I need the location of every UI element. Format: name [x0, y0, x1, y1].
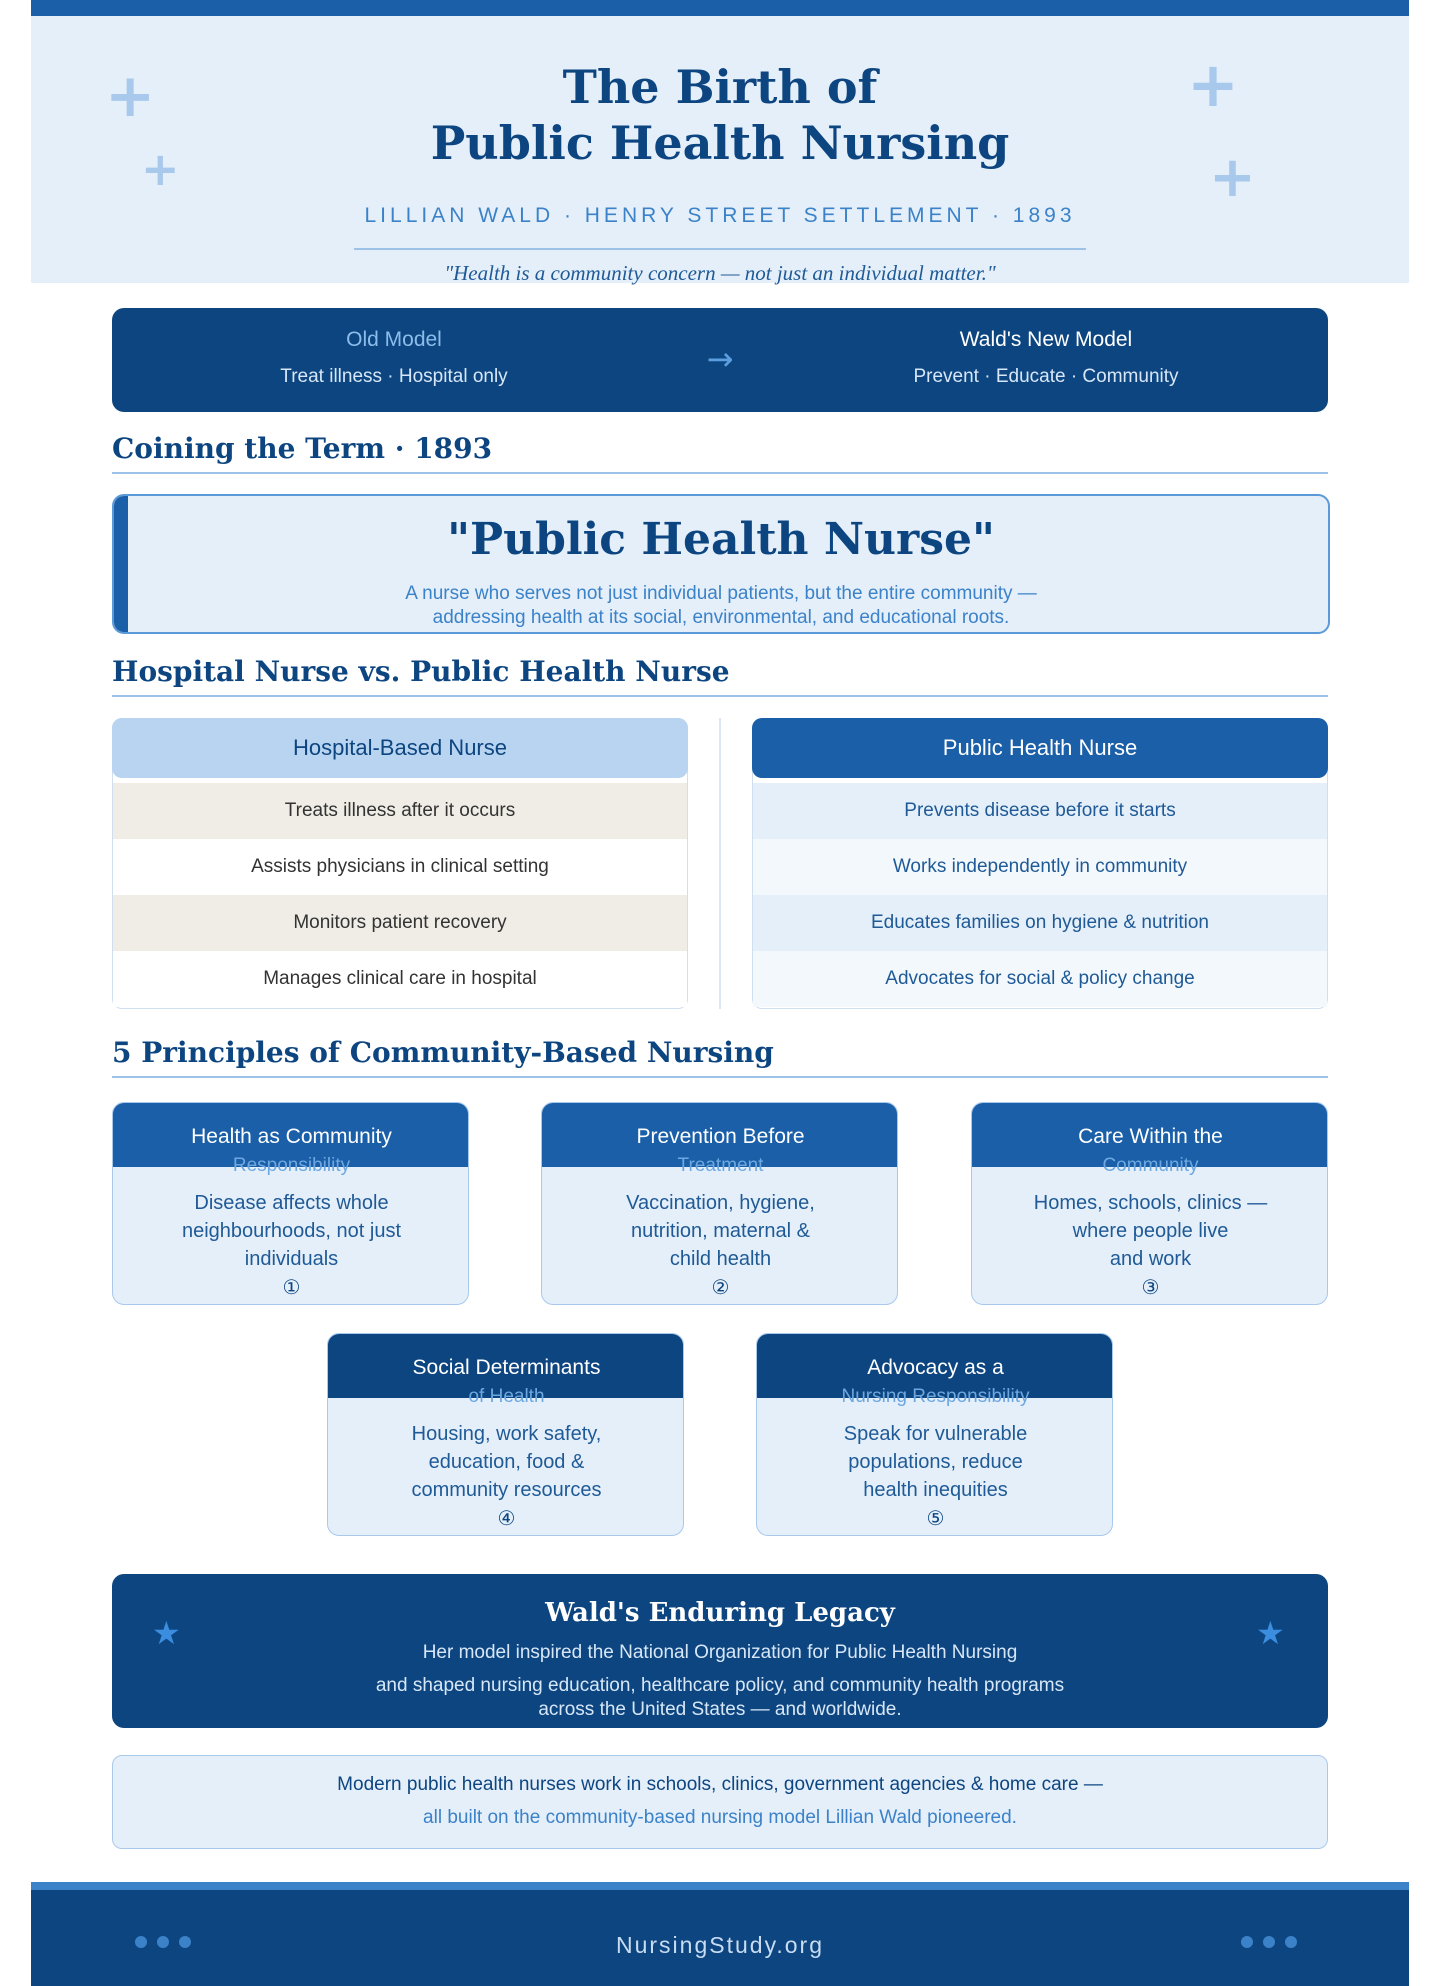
principle-number: ③ [1141, 1275, 1160, 1299]
table-row: Prevents disease before it starts [753, 783, 1327, 839]
page-title-line-2: Public Health Nursing [430, 116, 1010, 170]
term-definition-line: addressing health at its social, environmental, and educational roots. [432, 607, 1010, 628]
star-icon: ★ [1256, 1614, 1285, 1652]
term-definition [114, 582, 1328, 630]
table-row: Manages clinical care in hospital [113, 951, 687, 1007]
term-definition-line: A nurse who serves not just individual patients, but the entire community — [405, 583, 1037, 604]
principle-description-line: Vaccination, hygiene, [626, 1192, 815, 1214]
principle-title-continued: Responsibility [232, 1155, 351, 1176]
table-row: Advocates for social & policy change [753, 951, 1327, 1007]
legacy-text-line: across the United States — and worldwide. [538, 1699, 902, 1720]
table-row: Treats illness after it occurs [113, 783, 687, 839]
model-comparison-banner [112, 308, 1328, 412]
legacy-title: Wald's Enduring Legacy [545, 1598, 895, 1628]
header-quote: "Health is a community concern — not just an individual matter." [444, 261, 996, 285]
new-model [796, 308, 1296, 412]
table-row: Assists physicians in clinical setting [113, 839, 687, 895]
nurse-comparison-table [112, 718, 1328, 1009]
dot [1285, 1936, 1297, 1948]
legacy-text-line: and shaped nursing education, healthcare policy, and community health programs [375, 1675, 1065, 1696]
top-accent-bar [31, 0, 1409, 16]
arrow-right-icon: → [706, 340, 734, 378]
principle-description-line: populations, reduce [848, 1451, 1023, 1473]
section-heading-comparison: Hospital Nurse vs. Public Health Nurse [112, 655, 730, 688]
principle-title: Social Determinants [412, 1356, 601, 1379]
principle-title: Health as Community [191, 1125, 392, 1148]
principle-description-line: Housing, work safety, [411, 1423, 602, 1445]
modern-note-line: all built on the community-based nursing model Lillian Wald pioneered. [423, 1807, 1017, 1828]
principle-description-line: education, food & [428, 1451, 585, 1473]
principle-number: ⑤ [926, 1506, 945, 1530]
principle-card [112, 1102, 469, 1305]
principle-description-line: child health [669, 1248, 772, 1270]
old-model-label: Old Model [346, 328, 442, 351]
legacy-text-line: Her model inspired the National Organization for Public Health Nursing [422, 1642, 1018, 1663]
table-row: Works independently in community [753, 839, 1327, 895]
column-divider [719, 718, 721, 1009]
term-name: "Public Health Nurse" [447, 514, 995, 565]
old-model [144, 308, 644, 412]
principle-title-continued: of Health [468, 1386, 545, 1407]
page-title-line-1: The Birth of [562, 60, 878, 114]
header-divider [354, 248, 1086, 250]
public-health-nurse-header: Public Health Nurse [752, 718, 1328, 778]
principle-number: ① [282, 1275, 301, 1299]
principle-description [133, 1189, 450, 1273]
section-divider [112, 1076, 1328, 1078]
modern-note-line: Modern public health nurses work in schools, clinics, government agencies & home care — [337, 1774, 1103, 1795]
plus-icon: + [141, 142, 180, 196]
new-model-value: Prevent · Educate · Community [913, 366, 1179, 387]
dot [1241, 1936, 1253, 1948]
new-model-label: Wald's New Model [959, 328, 1133, 351]
header-banner [31, 16, 1409, 283]
term-definition-card [112, 494, 1330, 634]
principle-description-line: where people live [1072, 1220, 1229, 1242]
hospital-nurse-header: Hospital-Based Nurse [112, 718, 688, 778]
principle-card [327, 1333, 684, 1536]
principle-description [777, 1420, 1094, 1504]
plus-icon: + [1209, 145, 1256, 210]
principle-number: ② [711, 1275, 730, 1299]
footer-brand: NursingStudy.org [616, 1932, 824, 1958]
plus-icon: + [105, 61, 156, 131]
hospital-nurse-column [112, 718, 688, 1009]
star-icon: ★ [152, 1614, 181, 1652]
page-subtitle: LILLIAN WALD · HENRY STREET SETTLEMENT · 1893 [364, 204, 1076, 227]
section-heading-principles: 5 Principles of Community-Based Nursing [112, 1036, 774, 1069]
section-heading-term: Coining the Term · 1893 [112, 432, 493, 465]
principle-number: ④ [497, 1506, 516, 1530]
table-row: Monitors patient recovery [113, 895, 687, 951]
plus-icon: + [1187, 48, 1239, 121]
principle-description [562, 1189, 879, 1273]
principle-description-line: health inequities [863, 1479, 1008, 1501]
principle-description-line: nutrition, maternal & [631, 1220, 810, 1242]
principle-description-line: Speak for vulnerable [843, 1423, 1028, 1445]
table-row: Educates families on hygiene & nutrition [753, 895, 1327, 951]
principle-description-line: individuals [244, 1248, 339, 1270]
legacy-banner [112, 1574, 1328, 1728]
principle-card [971, 1102, 1328, 1305]
principle-card [756, 1333, 1113, 1536]
section-divider [112, 472, 1328, 474]
principle-title-continued: Treatment [677, 1155, 764, 1176]
footer [31, 1882, 1409, 1986]
principle-description [348, 1420, 665, 1504]
section-divider [112, 695, 1328, 697]
principle-title-continued: Nursing Responsibility [841, 1386, 1030, 1407]
modern-nursing-note [112, 1755, 1328, 1849]
principle-description-line: Homes, schools, clinics — [1033, 1192, 1268, 1214]
principle-description [992, 1189, 1309, 1273]
principle-description-line: neighbourhoods, not just [181, 1220, 402, 1242]
principle-description-line: community resources [411, 1479, 602, 1501]
principle-title: Care Within the [1078, 1125, 1223, 1148]
principle-description-line: Disease affects whole [194, 1192, 389, 1214]
public-health-nurse-column [752, 718, 1328, 1009]
principle-title: Advocacy as a [867, 1356, 1004, 1379]
principle-title-continued: Community [1102, 1155, 1199, 1176]
dot [1263, 1936, 1275, 1948]
principle-title: Prevention Before [636, 1125, 805, 1148]
old-model-value: Treat illness · Hospital only [280, 366, 508, 387]
principle-description-line: and work [1109, 1248, 1192, 1270]
principle-card [541, 1102, 898, 1305]
infographic-page [31, 0, 1409, 1980]
